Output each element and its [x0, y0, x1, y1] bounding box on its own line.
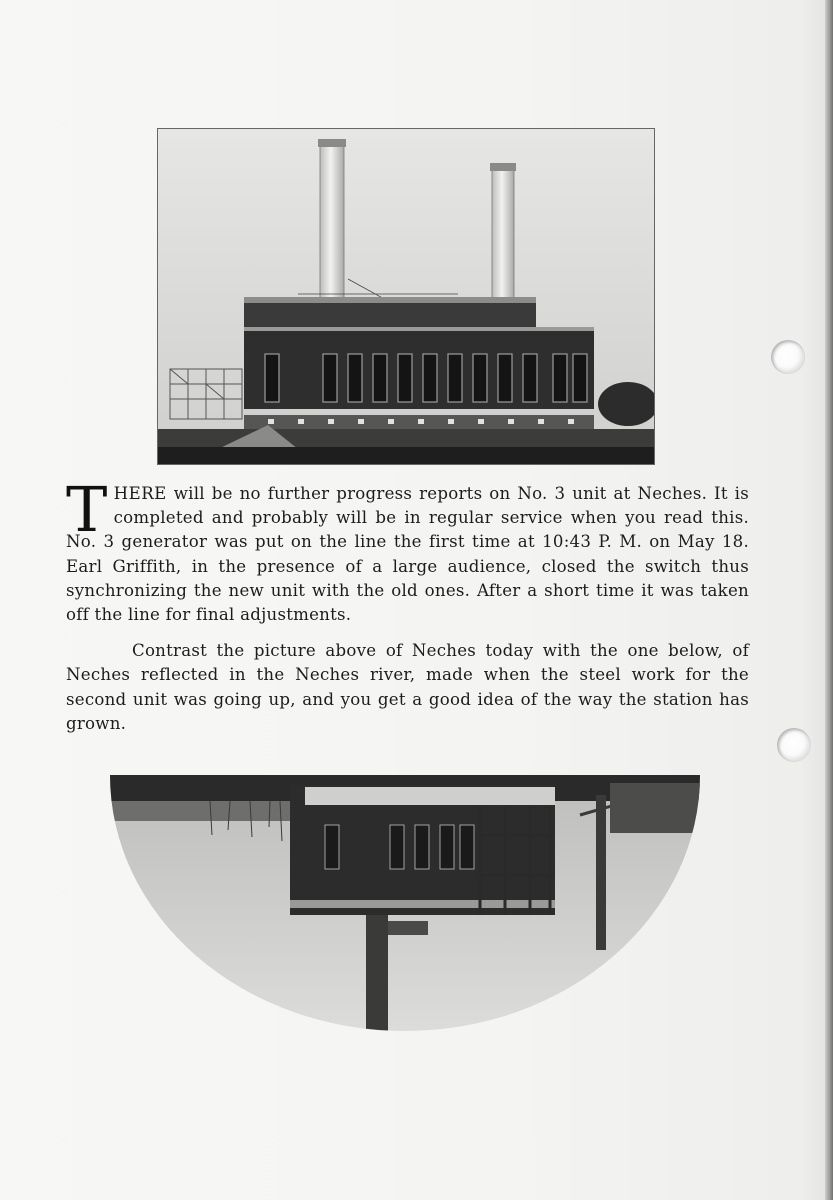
paragraph-one-text: will be no further progress reports on No. 3 unit at Neches. It is completed and probably will be in regular service when you read this. No. 3 generator was put on the line the first time at 10:43 P. M. on May 18. Earl Griffith, in the presence of a large audience, closed the switch thus synchronizing the new unit with the old ones. After a short time it was taken off the line for final adjustments. — [66, 484, 749, 625]
article-text — [66, 473, 749, 736]
drop-cap: T — [66, 473, 108, 546]
paragraph-one — [66, 473, 749, 627]
paragraph-two: Contrast the picture above of Neches today with the one below, of Neches reflected in the Neches river, made when the steel work for the second unit was going up, and you get a good idea of the way the station has grown. — [66, 641, 749, 733]
page-edge — [825, 0, 833, 1200]
lead-caps: HERE — [113, 484, 167, 503]
punch-hole-lower — [777, 728, 811, 762]
power-station-photo — [157, 128, 655, 465]
punch-hole-upper — [771, 340, 805, 374]
river-reflection-photo — [110, 775, 700, 1031]
